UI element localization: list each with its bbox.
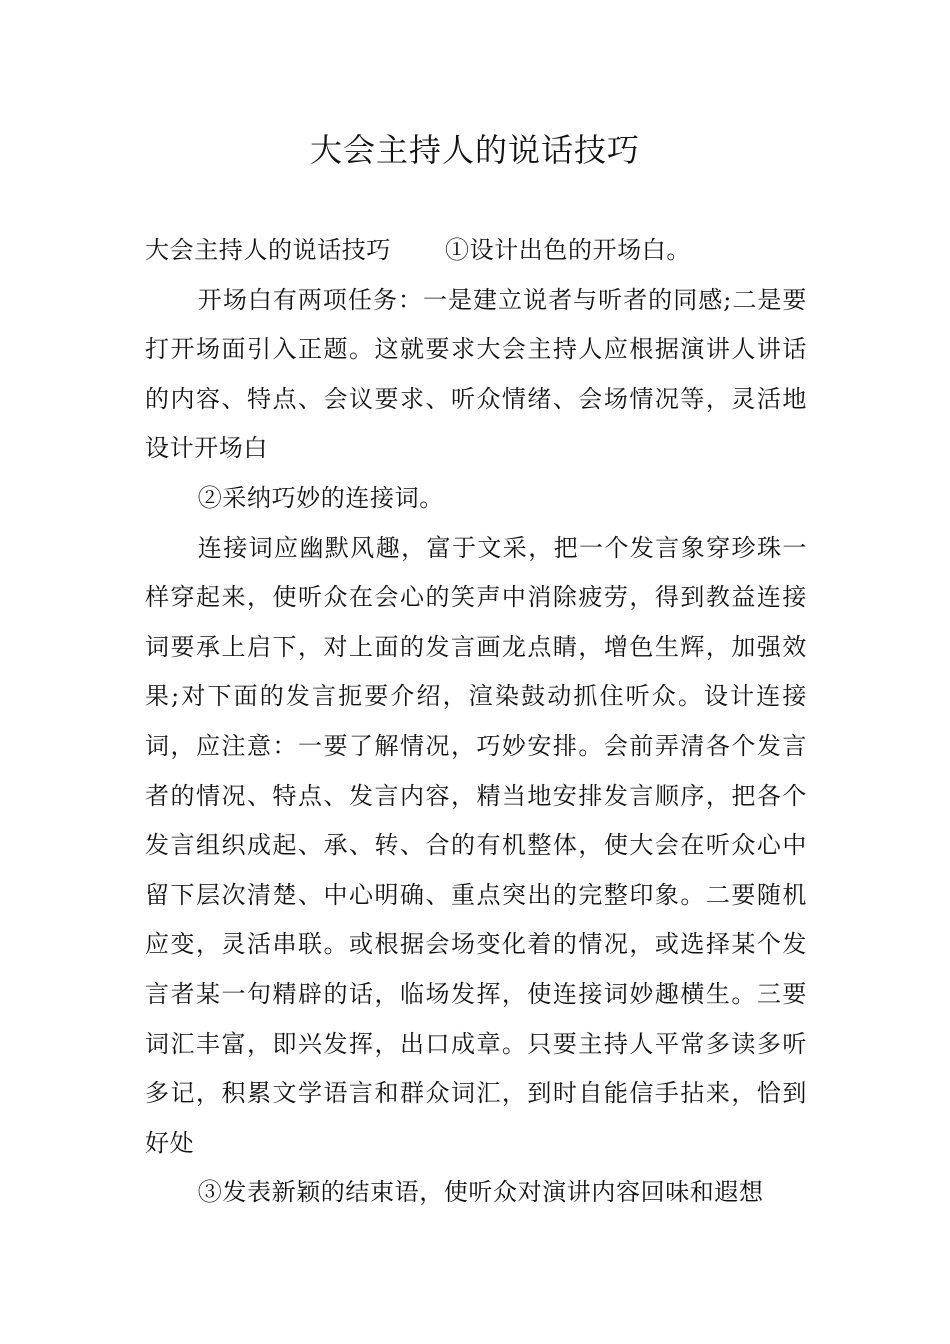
intro-line bbox=[145, 226, 807, 276]
document-title: 大会主持人的说话技巧 bbox=[309, 131, 640, 169]
intro-heading: 大会主持人的说话技巧 bbox=[145, 236, 391, 264]
paragraph-connectors: 连接词应幽默风趣，富于文采，把一个发言象穿珍珠一样穿起来，使听众在会心的笑声中消除疲劳，得到教益连接词要承上启下，对上面的发言画龙点睛，增色生辉，加强效果;对下面的发言扼要介绍，渲染鼓动抓住听众。设计连接词，应注意：一要了解情况，巧妙安排。会前弄清各个发言者的情况、特点、发言内容，精当地安排发言顺序，把各个发言组织成起、承、转、合的有机整体，使大会在听众心中留下层次清楚、中心明确、重点突出的完整印象。二要随机应变，灵活串联。或根据会场变化着的情况，或选择某个发言者某一句精辟的话，临场发挥，使连接词妙趣横生。三要词汇丰富，即兴发挥，出口成章。只要主持人平常多读多听多记，积累文学语言和群众词汇，到时自能信手拈来，恰到好处 bbox=[145, 533, 807, 1157]
section-heading-3: ③发表新颖的结束语，使听众对演讲内容回味和遐想 bbox=[197, 1178, 764, 1207]
section-heading-1: ①设计出色的开场白。 bbox=[445, 236, 691, 264]
document-body bbox=[145, 226, 807, 1218]
paragraph-opening: 开场白有两项任务：一是建立说者与听者的同感;二是要打开场面引入正题。这就要求大会主持人应根据演讲人讲话的内容、特点、会议要求、听众情绪、会场情况等，灵活地设计开场白 bbox=[145, 285, 807, 463]
section-heading-2: ②采纳巧妙的连接词。 bbox=[197, 483, 444, 512]
